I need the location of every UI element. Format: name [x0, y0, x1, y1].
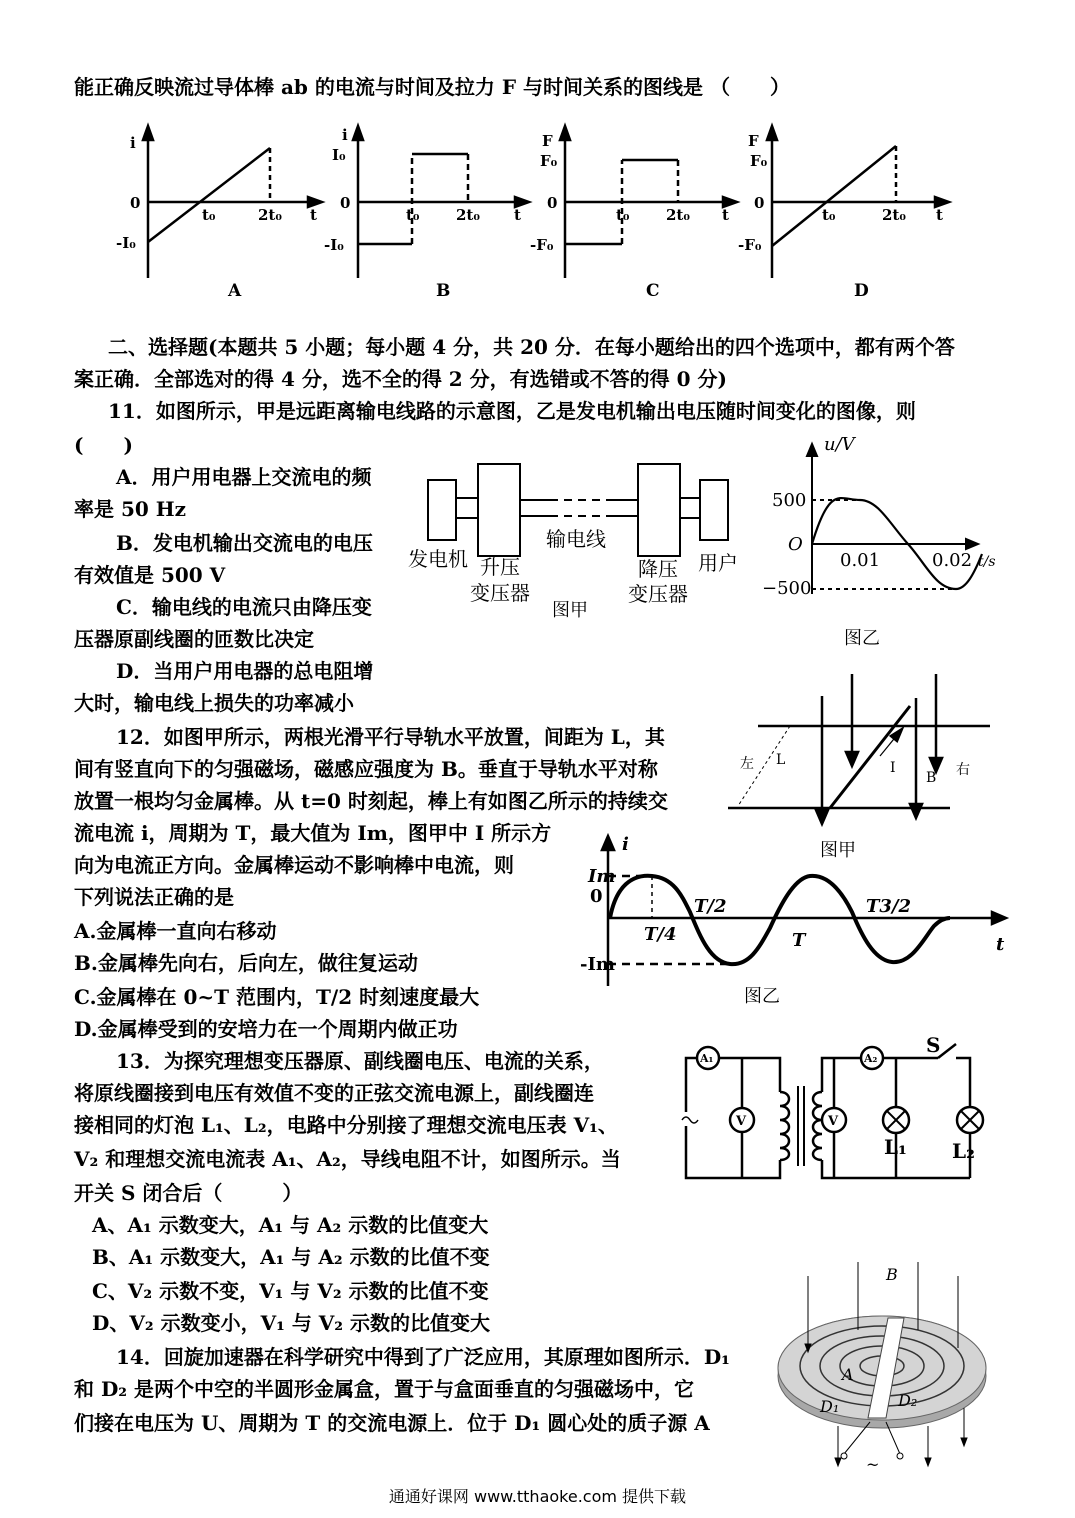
graph-b-t2: 2t₀: [456, 206, 480, 224]
q13-option-d: D、V₂ 示数变小，V₁ 与 V₂ 示数的比值变大: [92, 1311, 491, 1335]
q12-line3: 放置一根均匀金属棒。从 t=0 时刻起，棒上有如图乙所示的持续交: [74, 789, 668, 813]
u-xlabel: t/s: [978, 554, 996, 570]
i-t2: T/2: [694, 896, 727, 917]
voltmeter-v1-label: V: [736, 1114, 747, 1129]
graph-b-tlabel: t: [514, 206, 521, 224]
label-left: 左: [740, 756, 754, 772]
graph-a-letter: A: [228, 281, 242, 301]
label-stepdown-2: 变压器: [628, 582, 688, 606]
caption-jia: 图甲: [552, 600, 588, 621]
label-L: L: [776, 752, 786, 768]
q13-option-c: C、V₂ 示数不变，V₁ 与 V₂ 示数的比值不变: [92, 1279, 489, 1303]
generator-box: [428, 480, 456, 540]
graph-d-ylabel: F: [748, 132, 759, 150]
graph-c-ybottom: -F₀: [530, 236, 554, 254]
graph-b-ybottom: -I₀: [324, 236, 344, 254]
i-axis-label: i: [622, 834, 629, 855]
q11-stem: 11．如图所示，甲是远距离输电线路的示意图，乙是发电机输出电压随时间变化的图像，则: [108, 399, 916, 423]
q13-line3: 接相同的灯泡 L₁、L₂，电路中分别接了理想交流电压表 V₁、: [74, 1113, 618, 1137]
graph-b-zero: 0: [340, 194, 351, 212]
q11-option-c-cont: 压器原副线圈的匝数比决定: [74, 627, 314, 651]
caption-yi: 图乙: [844, 628, 880, 649]
q13-figure-circuit: [676, 1036, 996, 1186]
i-t4: T/4: [644, 924, 677, 945]
u-x2: 0.02: [932, 550, 973, 571]
graph-d-ytop: F₀: [750, 152, 768, 170]
graph-b-letter: B: [436, 281, 451, 301]
q11-figure-voltage: [760, 434, 1000, 664]
q12-option-a: A.金属棒一直向右移动: [74, 919, 277, 943]
graph-c-zero: 0: [547, 194, 558, 212]
graph-c-t2: 2t₀: [666, 206, 690, 224]
q11-option-d-cont: 大时，输电线上损失的功率减小: [74, 691, 354, 715]
q13-line1: 13．为探究理想变压器原、副线圈电压、电流的关系，: [116, 1049, 604, 1073]
q13-option-a: A、A₁ 示数变大，A₁ 与 A₂ 示数的比值变大: [92, 1213, 489, 1237]
graph-d-tlabel: t: [936, 206, 943, 224]
voltmeter-v2-label: V: [828, 1114, 839, 1129]
graph-b-t0: t₀: [406, 206, 420, 224]
label-I: I: [890, 760, 896, 776]
graph-a: [143, 126, 322, 278]
graph-a-ylabel: i: [130, 134, 136, 152]
i-t32: T3/2: [866, 896, 912, 917]
u-x1: 0.01: [840, 550, 881, 571]
q13-line2: 将原线圈接到电压有效值不变的正弦交流电源上，副线圈连: [74, 1081, 594, 1105]
q11-option-b-cont: 有效值是 500 V: [74, 563, 226, 587]
graph-d: [767, 126, 949, 278]
ammeter-a2-label: A₂: [864, 1052, 878, 1065]
section2-line2: 案正确．全部选对的得 4 分，选不全的得 2 分，有选错或不答的得 0 分): [74, 367, 727, 391]
q12-option-d: D.金属棒受到的安培力在一个周期内做正功: [74, 1017, 458, 1041]
label-line: 输电线: [546, 527, 606, 551]
q12-line5: 向为电流正方向。金属棒运动不影响棒中电流，则: [74, 853, 514, 877]
q13-line5: 开关 S 闭合后（ ）: [74, 1181, 303, 1205]
page-footer: 通通好课网 www.tthaoke.com 提供下载: [388, 1487, 687, 1506]
source-A-label: A: [842, 1365, 854, 1384]
q14-line1: 14．回旋加速器在科学研究中得到了广泛应用，其原理如图所示．D₁: [116, 1345, 730, 1369]
graph-d-t2: 2t₀: [882, 206, 906, 224]
dee-d2-label: D₂: [898, 1391, 918, 1410]
q13-line4: V₂ 和理想交流电流表 A₁、A₂，导线电阻不计，如图所示。当: [74, 1147, 621, 1171]
graph-a-zero: 0: [130, 194, 141, 212]
q12-line1: 12．如图甲所示，两根光滑平行导轨水平放置，间距为 L，其: [116, 725, 665, 749]
q11-option-a: A．用户用电器上交流电的频: [116, 465, 372, 489]
q12-figure-current: [570, 826, 1020, 1010]
label-B: B: [926, 770, 937, 786]
q11-figure-transmission: [400, 456, 750, 626]
label-right: 右: [956, 762, 970, 778]
u-origin: O: [788, 534, 803, 555]
graph-c-ytop: F₀: [540, 152, 558, 170]
q12-option-b: B.金属棒先向右，后向左，做往复运动: [74, 951, 418, 975]
ammeter-a1-label: A₁: [700, 1052, 714, 1065]
graph-b-ylabel: i: [342, 126, 348, 144]
graph-c-ylabel: F: [542, 132, 553, 150]
section2-line1: 二、选择题(本题共 5 小题；每小题 4 分，共 20 分．在每小题给出的四个选项中，都有两个答: [108, 335, 955, 359]
label-stepdown-1: 降压: [638, 557, 678, 581]
label-stepup-1: 升压: [480, 555, 520, 579]
graph-options-figure: [110, 118, 970, 308]
q11-stem-paren: ( ): [74, 433, 133, 457]
graph-b: [353, 126, 529, 278]
field-B-label: B: [886, 1265, 898, 1284]
caption-q12-jia: 图甲: [820, 840, 856, 861]
label-stepup-2: 变压器: [470, 581, 530, 605]
caption-q12-yi: 图乙: [744, 986, 780, 1007]
question-stem-top: 能正确反映流过导体棒 ab 的电流与时间及拉力 F 与时间关系的图线是 （ ）: [74, 75, 790, 99]
graph-d-ybottom: -F₀: [738, 236, 762, 254]
i-T: T: [792, 930, 806, 951]
graph-c: [560, 126, 737, 278]
q11-option-a-cont: 率是 50 Hz: [74, 497, 187, 521]
i-xlabel: t: [996, 934, 1005, 955]
q14-figure-cyclotron: [768, 1256, 1008, 1476]
graph-d-letter: D: [854, 281, 869, 301]
q11-option-c: C．输电线的电流只由降压变: [116, 595, 372, 619]
graph-a-t2: 2t₀: [258, 206, 282, 224]
graph-d-t0: t₀: [822, 206, 836, 224]
u-axis-label: u/V: [824, 434, 855, 455]
graph-a-t0: t₀: [202, 206, 216, 224]
q12-line2: 间有竖直向下的匀强磁场，磁感应强度为 B。垂直于导轨水平对称: [74, 757, 658, 781]
lamp-l2-label: L₂: [952, 1139, 975, 1163]
q14-line2: 和 D₂ 是两个中空的半圆形金属盒，置于与盒面垂直的匀强磁场中，它: [74, 1377, 695, 1401]
lamp-l1-label: L₁: [884, 1135, 907, 1159]
graph-d-zero: 0: [754, 194, 765, 212]
graph-c-letter: C: [646, 281, 660, 301]
label-generator: 发电机: [408, 547, 468, 571]
q13-option-b: B、A₁ 示数变大，A₁ 与 A₂ 示数的比值不变: [92, 1245, 490, 1269]
graph-c-t0: t₀: [616, 206, 630, 224]
graph-a-ybottom: -I₀: [116, 234, 136, 252]
q11-option-b: B．发电机输出交流电的电压: [116, 531, 373, 555]
i-zero: 0: [590, 886, 603, 907]
u-max: 500: [772, 490, 807, 511]
q14-line3: 们接在电压为 U、周期为 T 的交流电源上．位于 D₁ 圆心处的质子源 A: [74, 1411, 710, 1435]
i-max: Im: [588, 866, 616, 887]
graph-c-tlabel: t: [722, 206, 729, 224]
graph-a-tlabel: t: [310, 206, 317, 224]
q12-line4: 流电流 i，周期为 T，最大值为 Im，图甲中 I 所示方: [74, 821, 552, 845]
q12-option-c: C.金属棒在 0~T 范围内，T/2 时刻速度最大: [74, 985, 480, 1009]
label-user: 用户: [698, 551, 738, 575]
ac-source-label: ~: [866, 1455, 880, 1474]
graph-b-ytop: I₀: [332, 146, 346, 164]
dee-d1-label: D₁: [820, 1397, 840, 1416]
q11-option-d: D．当用户用电器的总电阻增: [116, 659, 374, 683]
q12-line6: 下列说法正确的是: [74, 885, 234, 909]
switch-s-label: S: [926, 1036, 941, 1057]
i-neg-max: -Im: [580, 954, 615, 975]
u-min: −500: [762, 578, 812, 599]
